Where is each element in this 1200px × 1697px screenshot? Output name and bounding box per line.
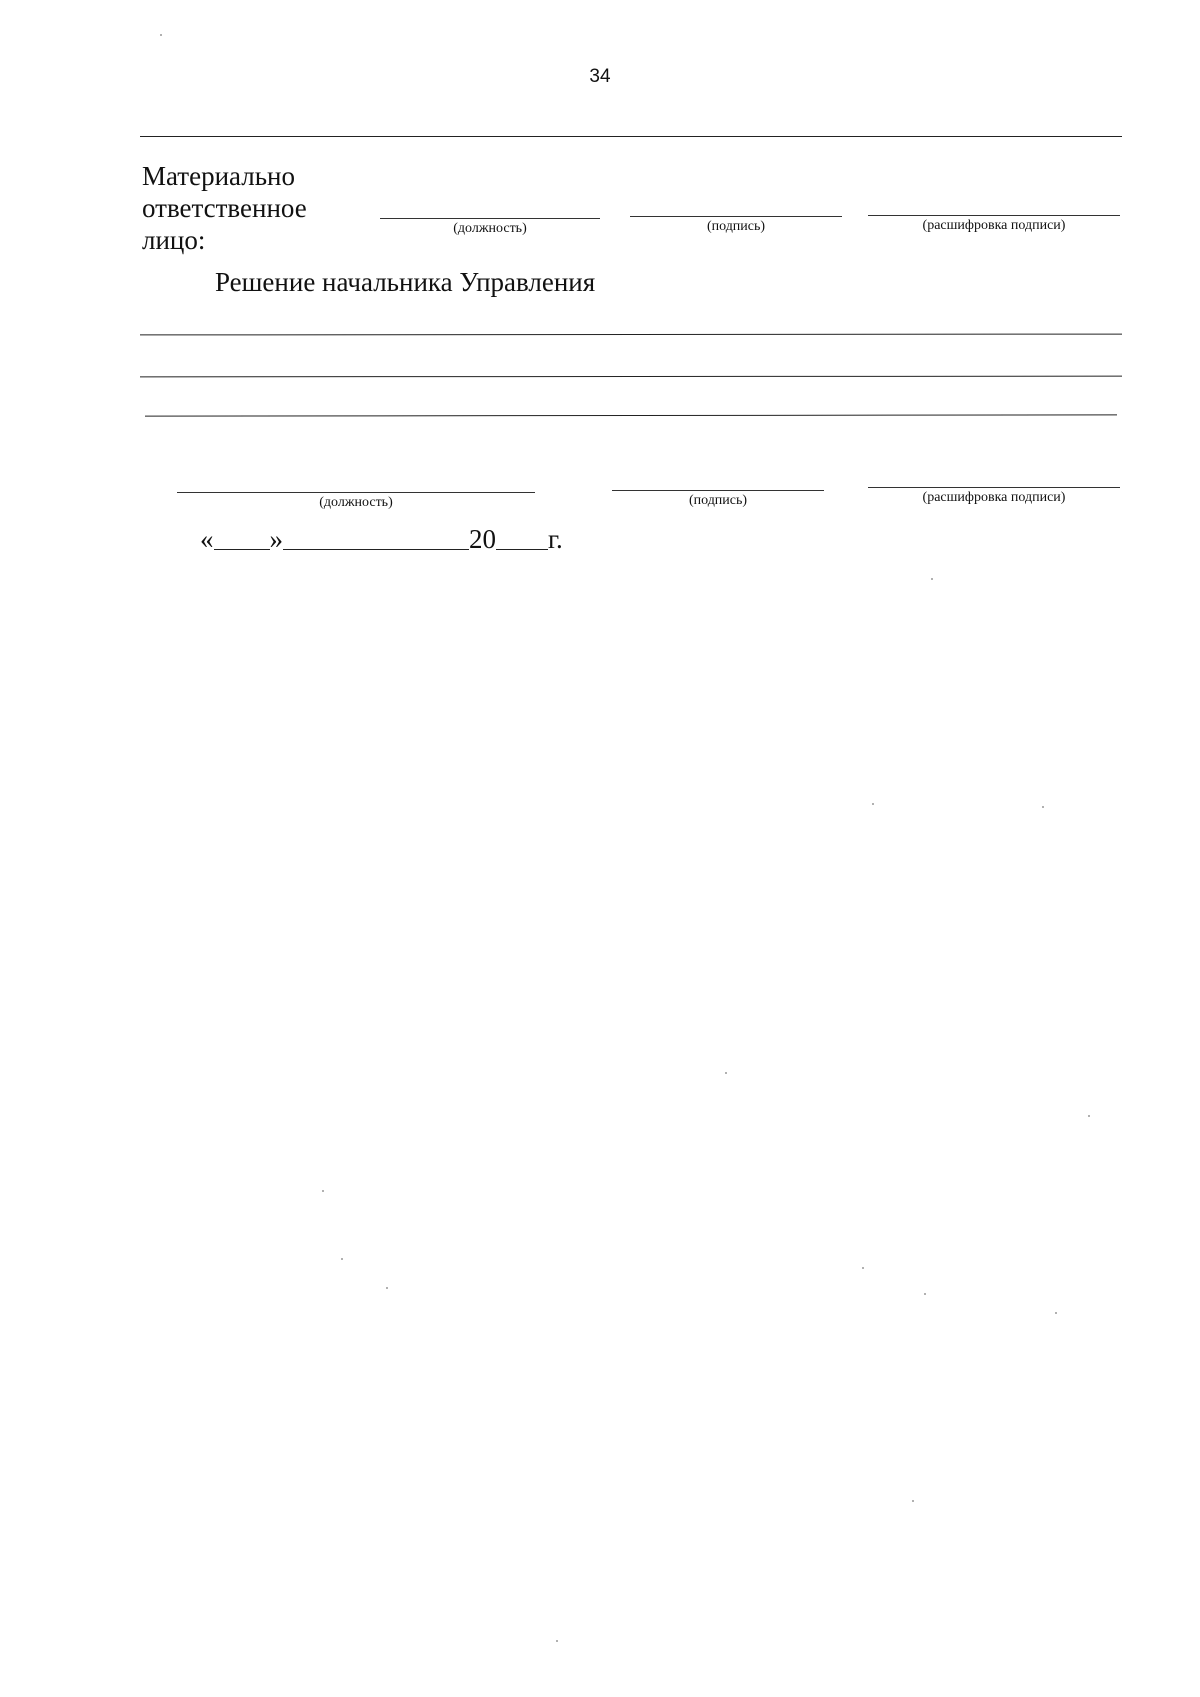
header-rule	[140, 136, 1122, 137]
scan-speck	[160, 34, 162, 36]
scan-speck	[1055, 1312, 1057, 1314]
scan-speck	[924, 1293, 926, 1295]
scan-speck	[931, 578, 933, 580]
date-day-blank[interactable]	[214, 549, 270, 550]
responsible-decoding-line[interactable]	[868, 215, 1120, 216]
decision-heading: Решение начальника Управления	[215, 267, 596, 297]
responsible-decoding-caption: (расшифровка подписи)	[922, 218, 1066, 233]
date-century: 20	[469, 524, 496, 554]
date-close-quote: »	[269, 524, 283, 554]
date-line	[200, 524, 563, 555]
decision-line-2[interactable]	[140, 376, 1122, 378]
scan-speck	[725, 1072, 727, 1074]
responsible-position-line[interactable]	[380, 218, 600, 219]
date-month-blank[interactable]	[283, 549, 469, 550]
decision-line-1[interactable]	[140, 334, 1122, 336]
scan-speck	[862, 1267, 864, 1269]
responsible-signature-caption: (подпись)	[706, 219, 766, 234]
responsible-position-caption: (должность)	[453, 221, 527, 236]
scan-speck	[341, 1258, 343, 1260]
date-year-suffix: г.	[548, 524, 563, 554]
scan-speck	[322, 1190, 324, 1192]
responsible-person-label: Материально ответственное лицо:	[142, 161, 307, 255]
scan-speck	[386, 1287, 388, 1289]
scan-speck	[912, 1500, 914, 1502]
approver-decoding-caption: (расшифровка подписи)	[922, 490, 1066, 505]
approver-position-caption: (должность)	[319, 495, 393, 510]
approver-position-line[interactable]	[177, 492, 535, 493]
approver-signature-line[interactable]	[612, 490, 824, 491]
approver-signature-caption: (подпись)	[688, 493, 748, 508]
page-number: 34	[589, 66, 611, 87]
scan-speck	[1042, 806, 1044, 808]
date-year-blank[interactable]	[496, 549, 548, 550]
date-open-quote: «	[200, 524, 214, 554]
scan-speck	[556, 1640, 558, 1642]
scan-speck	[872, 803, 874, 805]
scan-speck	[1088, 1115, 1090, 1117]
decision-line-3[interactable]	[145, 414, 1117, 416]
approver-decoding-line[interactable]	[868, 487, 1120, 488]
responsible-signature-line[interactable]	[630, 216, 842, 217]
